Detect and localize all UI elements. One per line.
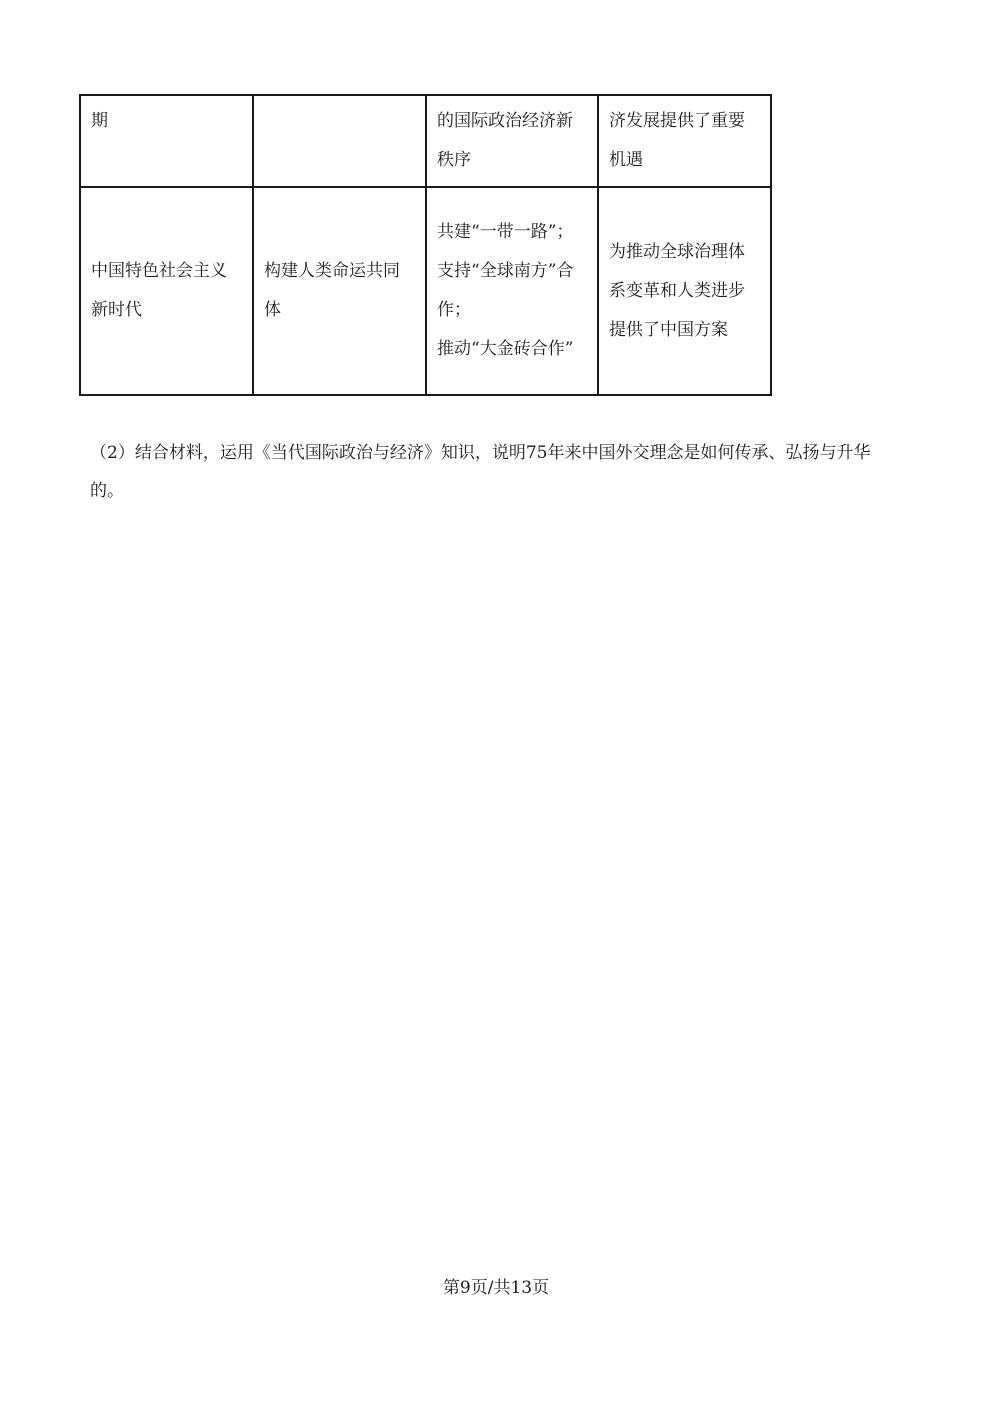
table-cell-practice: 的国际政治经济新秩序 — [426, 95, 598, 187]
diplomacy-table — [79, 94, 772, 396]
question-text: （2）结合材料，运用《当代国际政治与经济》知识，说明75年来中国外交理念是如何传承、弘扬与升华的。 — [90, 443, 871, 501]
table-cell-concept — [253, 95, 426, 187]
table-row — [80, 187, 771, 395]
page-number: 第9页/共13页 — [442, 1278, 550, 1298]
table-cell-concept: 构建人类命运共同体 — [253, 187, 426, 395]
practice-line: 支持“全球南方”合作； — [437, 261, 574, 320]
practice-line: 推动“大金砖合作” — [437, 339, 574, 359]
table-row — [80, 95, 771, 187]
table-cell-significance: 为推动全球治理体系变革和人类进步提供了中国方案 — [598, 187, 771, 395]
table-cell-practice — [426, 187, 598, 395]
table-cell-significance: 济发展提供了重要机遇 — [598, 95, 771, 187]
table-cell-period: 期 — [80, 95, 253, 187]
practice-line: 共建“一带一路”； — [437, 222, 574, 242]
table-cell-period: 中国特色社会主义新时代 — [80, 187, 253, 395]
